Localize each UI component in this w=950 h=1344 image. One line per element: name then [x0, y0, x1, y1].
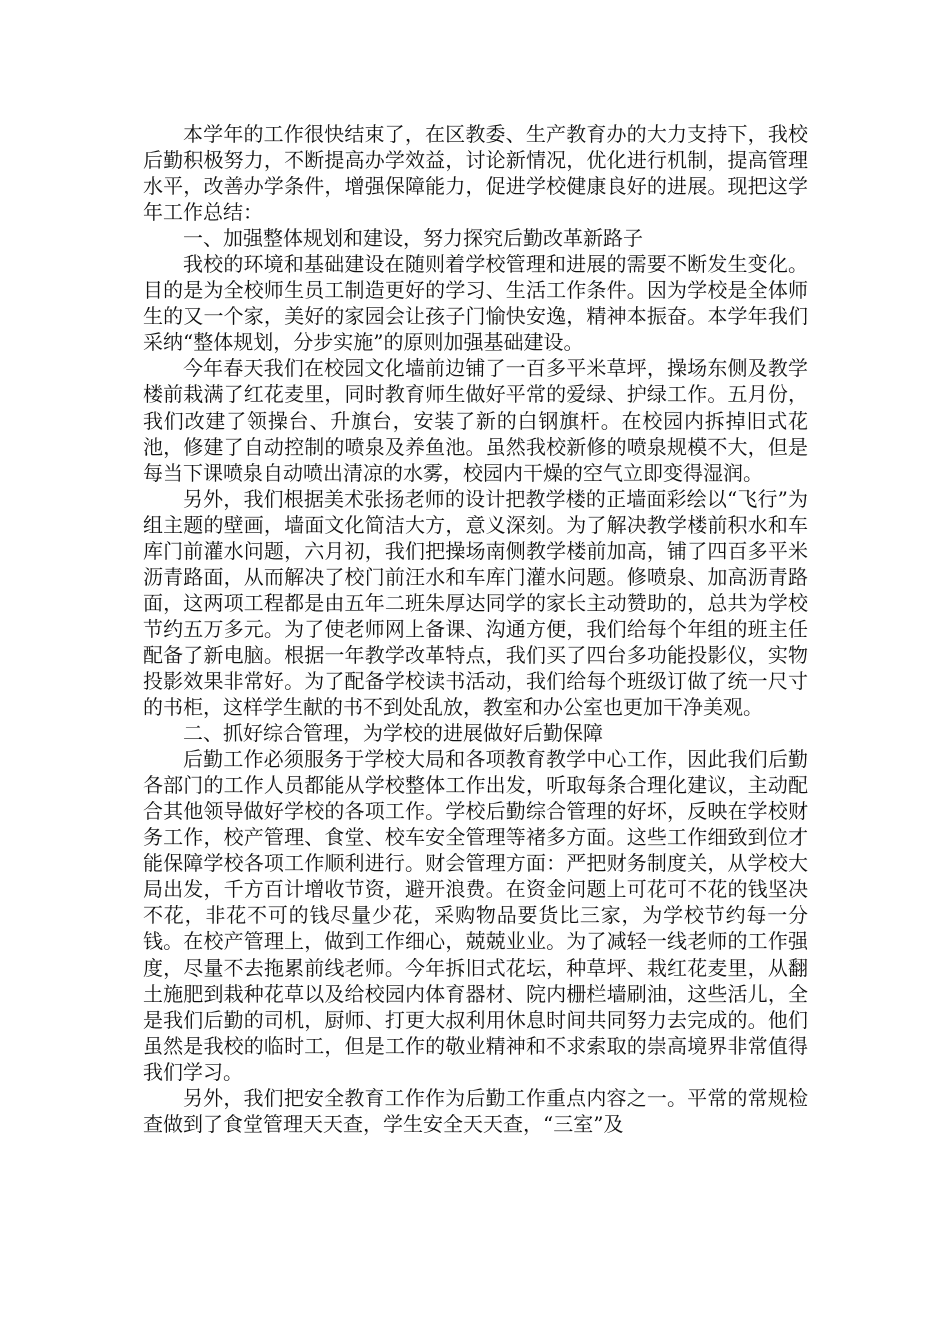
- section-heading-1: 一、加强整体规划和建设，努力探究后勤改革新路子: [183, 226, 643, 251]
- intro-paragraph: 本学年的工作很快结束了，在区教委、生产教育办的大力支持下，我校后勤积极努力，不断提高办学效益，讨论新情况，优化进行机制，提高管理水平，改善办学条件，增强保障能力，促进学校健康良好的进展。现把这学年工作总结：: [143, 122, 808, 225]
- body-paragraph: 今年春天我们在校园文化墙前边铺了一百多平米草坪，操场东侧及教学楼前栽满了红花麦里，同时教育师生做好平常的爱绿、护绿工作。五月份，我们改建了领操台、升旗台，安装了新的白钢旗杆。在校园内拆掉旧式花池，修建了自动控制的喷泉及养鱼池。虽然我校新修的喷泉规模不大，但是每当下课喷泉自动喷出清凉的水雾，校园内干燥的空气立即变得湿润。: [143, 356, 808, 485]
- body-paragraph: 后勤工作必须服务于学校大局和各项教育教学中心工作，因此我们后勤各部门的工作人员都能从学校整体工作出发，听取每条合理化建议，主动配合其他领导做好学校的各项工作。学校后勤综合管理的好坏，反映在学校财务工作，校产管理、食堂、校车安全管理等褚多方面。这些工作细致到位才能保障学校各项工作顺利进行。财会管理方面：严把财务制度关，从学校大局出发，千方百计增收节资，避开浪费。在资金问题上可花可不花的钱坚决不花，非花不可的钱尽量少花，采购物品要货比三家，为学校节约每一分钱。在校产管理上，做到工作细心，兢兢业业。为了减轻一线老师的工作强度，尽量不去拖累前线老师。今年拆旧式花坛，种草坪、栽红花麦里，从翻土施肥到栽种花草以及给校园内体育器材、院内栅栏墙刷油，这些活儿，全是我们后勤的司机，厨师、打更大叔利用休息时间共同努力去完成的。他们虽然是我校的临时工，但是工作的敬业精神和不求索取的崇高境界非常值得我们学习。: [143, 747, 808, 1084]
- body-paragraph: 另外，我们把安全教育工作作为后勤工作重点内容之一。平常的常规检查做到了食堂管理天天查，学生安全天天查，“三室”及: [143, 1085, 808, 1136]
- document-body: [143, 121, 808, 1137]
- body-paragraph: 我校的环境和基础建设在随则着学校管理和进展的需要不断发生变化。目的是为全校师生员工制造更好的学习、生活工作条件。因为学校是全体师生的又一个家，美好的家园会让孩子门愉快安逸，精神本振奋。本学年我们采纳“整体规划，分步实施”的原则加强基础建设。: [143, 252, 808, 355]
- body-paragraph: 另外，我们根据美术张扬老师的设计把教学楼的正墙面彩绘以“飞行”为组主题的壁画，墙面文化简洁大方，意义深刻。为了解决教学楼前积水和车库门前灌水问题，六月初，我们把操场南侧教学楼前加高，铺了四百多平米沥青路面，从而解决了校门前汪水和车库门灌水问题。修喷泉、加高沥青路面，这两项工程都是由五年二班朱厚达同学的家长主动赞助的，总共为学校节约五万多元。为了使老师网上备课、沟通方便，我们给每个年组的班主任配备了新电脑。根据一年教学改革特点，我们买了四台多功能投影仪，实物投影效果非常好。为了配备学校读书活动，我们给每个班级订做了统一尺寸的书柜，这样学生献的书不到处乱放，教室和办公室也更加干净美观。: [143, 486, 808, 720]
- section-heading-2: 二、抓好综合管理，为学校的进展做好后勤保障: [183, 721, 603, 746]
